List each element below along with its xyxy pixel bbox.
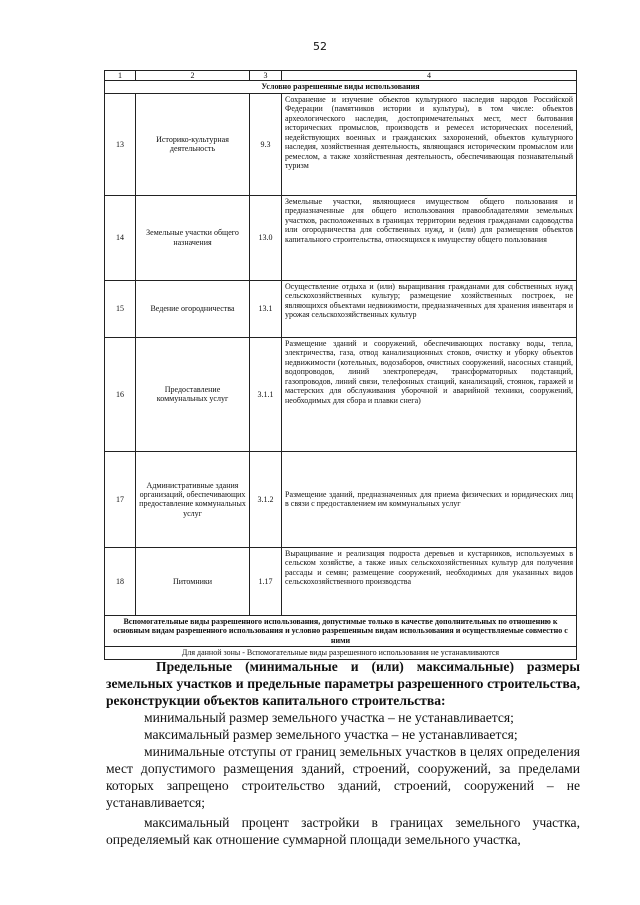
use-type-description: Размещение зданий, предназначенных для приема физических и юридических лиц в связи с предоставлением им коммунальных услуг [282,451,577,547]
row-number: 16 [105,337,136,451]
use-type-name: Предоставление коммунальных услуг [136,337,250,451]
column-header: 3 [250,71,282,81]
use-type-description: Осуществление отдыха и (или) выращивания гражданами для собственных нужд сельскохозяйственных культур; размещение хозяйственных построек, не являющихся объектами недвижимости, предназначенных для хранения инвентаря и урожая сельскохозяйственных культур [282,280,577,337]
table-row [105,93,577,195]
table-row [105,195,577,280]
use-type-name: Ведение огородничества [136,280,250,337]
use-type-description: Выращивание и реализация подроста деревьев и кустарников, используемых в сельском хозяйстве, а также иных сельскохозяйственных культур для получения рассады и семян; размещение сооружений, необходимых для указанных видов сельскохозяйственного производства [282,547,577,615]
column-header: 2 [136,71,250,81]
paragraph-max-size: максимальный размер земельного участка – не устанавливается; [144,727,518,742]
column-header: 1 [105,71,136,81]
table-row [105,547,577,615]
use-type-name: Земельные участки общего назначения [136,195,250,280]
paragraph-min-size: минимальный размер земельного участка – не устанавливается; [144,710,514,725]
row-number: 15 [105,280,136,337]
paragraph-max-coverage: максимальный процент застройки в границах земельного участка, определяемый как отношение суммарной площади земельного участка, [106,815,580,847]
use-type-name: Административные здания организаций, обеспечивающих предоставление коммунальных услуг [136,451,250,547]
use-type-code: 13.1 [250,280,282,337]
row-number: 13 [105,93,136,195]
use-type-code: 13.0 [250,195,282,280]
aux-use-note: Вспомогательные виды разрешенного использования, допустимые только в качестве дополнительных по отношению к основным видам разрешенного использования и условно разрешенным видам использования и осуществляемые совместно с ними [105,615,577,646]
zoning-table [104,70,577,660]
use-type-description: Размещение зданий и сооружений, обеспечивающих поставку воды, тепла, электричества, газа, отвод канализационных стоков, очистку и уборку объектов недвижимости (котельных, водозаборов, очистных сооружений, насосных станций, водопроводов, линий электропередач, трансформаторных подстанций, газопроводов, линий связи, телефонных станций, канализаций, стоянок, гаражей и мастерских для обслуживания уборочной и аварийной техники, сооружений, необходимых для сбора и плавки снега) [282,337,577,451]
row-number: 17 [105,451,136,547]
page-number: 52 [313,40,327,53]
use-type-code: 9.3 [250,93,282,195]
column-header: 4 [282,71,577,81]
table-row [105,280,577,337]
use-type-code: 3.1.2 [250,451,282,547]
aux-use-not-set: Для данной зоны - Вспомогательные виды разрешенного использования не устанавливаются [105,647,577,659]
row-number: 14 [105,195,136,280]
section-title: Условно разрешенные виды использования [105,81,577,93]
section-heading: Предельные (минимальные и (или) максимальные) размеры земельных участков и предельные параметры разрешенного строительства, реконструкции объектов капитального строительства: [106,659,580,708]
section-title-row [105,81,577,93]
use-type-name: Питомники [136,547,250,615]
use-type-code: 3.1.1 [250,337,282,451]
aux-note-row [105,615,577,646]
table-row [105,337,577,451]
use-type-name: Историко-культурная деятельность [136,93,250,195]
regulation-text [106,658,580,848]
zoning-table-wrapper [104,70,576,660]
column-header-row [105,71,577,81]
use-type-description: Земельные участки, являющиеся имуществом общего пользования и предназначенные для общего использования правообладателями земельных участков, расположенных в границах территории ведения гражданами садоводства или огородничества для собственных нужд, и (или) для размещения объектов капитального строительства, относящихся к имуществу общего пользования [282,195,577,280]
use-type-code: 1.17 [250,547,282,615]
paragraph-min-setbacks: минимальные отступы от границ земельных участков в целях определения мест допустимого размещения зданий, строений, сооружений, за пределами которых запрещено строительство зданий, строений, сооружений – не устанавливается; [106,744,580,810]
table-row [105,451,577,547]
use-type-description: Сохранение и изучение объектов культурного наследия народов Российской Федерации (памятников истории и культуры), в том числе: объектов археологического наследия, достопримечательных мест, мест бытования исторических промыслов, производств и ремесел исторических поселений, недействующих военных и гражданских захоронений, объектов культурного наследия, хозяйственная деятельность, являющаяся историческим промыслом или ремеслом, а также хозяйственная деятельность, обеспечивающая познавательный туризм [282,93,577,195]
row-number: 18 [105,547,136,615]
